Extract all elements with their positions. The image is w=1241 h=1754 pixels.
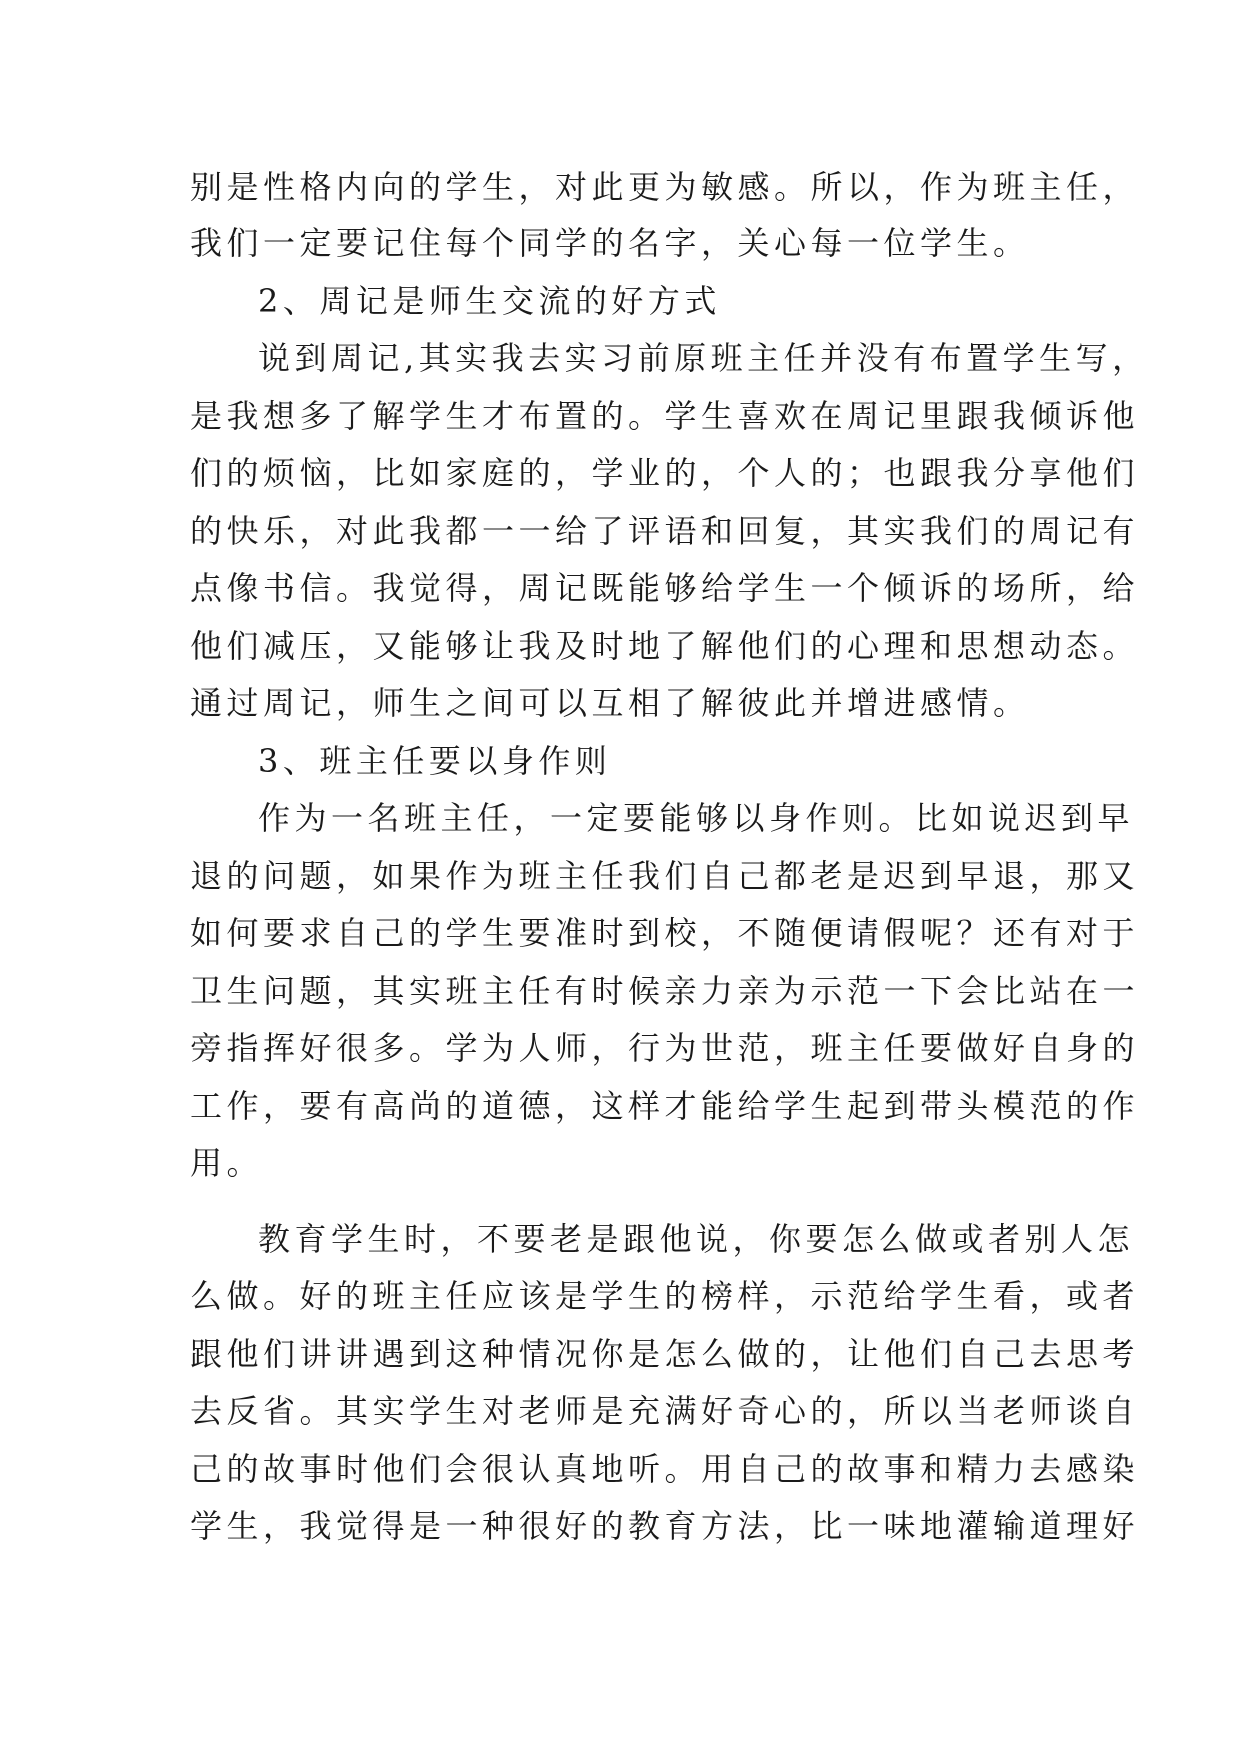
text-line: 跟他们讲讲遇到这种情况你是怎么做的，让他们自己去思考: [190, 1335, 1140, 1373]
text-line: 么做。好的班主任应该是学生的榜样，示范给学生看，或者: [190, 1277, 1140, 1315]
text-line: 旁指挥好很多。学为人师，行为世范，班主任要做好自身的: [190, 1029, 1140, 1067]
text-line: 的快乐，对此我都一一给了评语和回复，其实我们的周记有: [190, 512, 1140, 550]
text-line: 去反省。其实学生对老师是充满好奇心的，所以当老师谈自: [190, 1392, 1140, 1430]
text-line: 作为一名班主任，一定要能够以身作则。比如说迟到早: [258, 799, 1135, 837]
text-line: 我们一定要记住每个同学的名字，关心每一位学生。: [190, 224, 1030, 262]
text-line: 卫生问题，其实班主任有时候亲力亲为示范一下会比站在一: [190, 972, 1140, 1010]
text-line: 退的问题，如果作为班主任我们自己都老是迟到早退，那又: [190, 857, 1140, 895]
section-heading: 2、周记是师生交流的好方式: [258, 282, 721, 320]
section-heading: 3、班主任要以身作则: [258, 742, 612, 780]
text-line: 用。: [190, 1144, 264, 1182]
text-line: 学生，我觉得是一种很好的教育方法，比一味地灌输道理好: [190, 1507, 1140, 1545]
text-line: 是我想多了解学生才布置的。学生喜欢在周记里跟我倾诉他: [190, 397, 1140, 435]
text-line: 工作，要有高尚的道德，这样才能给学生起到带头模范的作: [190, 1087, 1140, 1125]
text-line: 别是性格内向的学生，对此更为敏感。所以，作为班主任，: [190, 168, 1140, 206]
text-line: 教育学生时，不要老是跟他说，你要怎么做或者别人怎: [258, 1220, 1135, 1258]
text-line: 他们减压，又能够让我及时地了解他们的心理和思想动态。: [190, 627, 1140, 665]
text-line: 己的故事时他们会很认真地听。用自己的故事和精力去感染: [190, 1450, 1140, 1488]
text-line: 们的烦恼，比如家庭的，学业的，个人的；也跟我分享他们: [190, 454, 1140, 492]
text-line: 说到周记,其实我去实习前原班主任并没有布置学生写，: [258, 339, 1149, 377]
text-line: 如何要求自己的学生要准时到校，不随便请假呢？还有对于: [190, 914, 1140, 952]
text-line: 通过周记，师生之间可以互相了解彼此并增进感情。: [190, 684, 1030, 722]
text-line: 点像书信。我觉得，周记既能够给学生一个倾诉的场所，给: [190, 569, 1140, 607]
